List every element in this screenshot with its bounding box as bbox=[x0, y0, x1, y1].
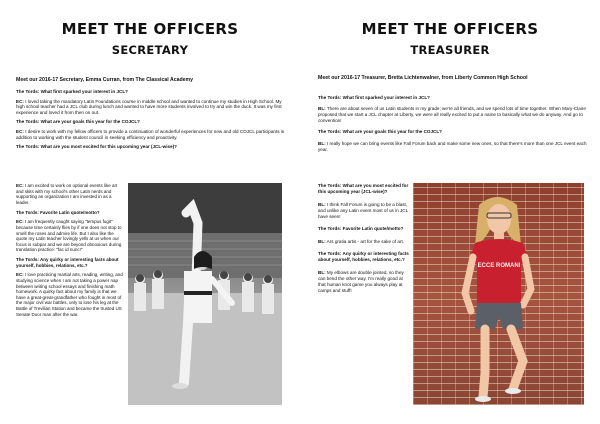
officer-intro: Meet our 2016-17 Secretary, Emma Curran, from The Classical Academy bbox=[16, 77, 194, 83]
speaker: BL: bbox=[318, 201, 326, 207]
officer-role: SECRETARY bbox=[111, 43, 189, 57]
qa-item bbox=[318, 183, 410, 195]
qa-item bbox=[16, 99, 286, 116]
interview-block bbox=[16, 89, 286, 154]
qa-item bbox=[318, 106, 590, 124]
qa-item bbox=[318, 270, 410, 294]
qa-item bbox=[318, 129, 590, 135]
treasurer-photo bbox=[413, 183, 584, 405]
question: The Tords: What are your goals this year for the COJCL? bbox=[318, 129, 442, 135]
qa-item bbox=[318, 141, 590, 153]
officer-role: TREASURER bbox=[410, 43, 490, 57]
interview-block bbox=[318, 95, 590, 158]
speaker: BL: bbox=[318, 269, 326, 275]
student-portrait-illustration bbox=[413, 183, 584, 405]
qa-item bbox=[318, 202, 410, 220]
qa-item bbox=[16, 257, 126, 268]
question: The Tords: Favorite Latin quote/motto? bbox=[16, 209, 100, 215]
question: The Tords: What first sparked your interest in JCL? bbox=[16, 89, 128, 94]
martial-arts-photo bbox=[128, 183, 282, 405]
answer: I am frequently caught saying "tempus fugit" because time certainly flies by if one does not stop to smell the roses and admire life. But I also like the quote my Latin teacher lovingly yells at us when our focus is subpar and we are beyond obnoxious during translation practice: "fac id nunc!" bbox=[16, 219, 122, 253]
question: The Tords: What first sparked your interest in JCL? bbox=[318, 95, 430, 100]
answer: I think Fall Forum is going to be a blast, and unlike any Latin event most of us in JCL have seen! bbox=[318, 201, 408, 219]
interview-column bbox=[16, 183, 126, 321]
answer: I desire to work with my fellow officers to provide a continuation of wonderful experiences for new and old COJCL participants in addition to working with the student council in seeking efficiency and proactivity. bbox=[16, 129, 285, 140]
qa-item bbox=[16, 219, 126, 253]
speaker: BL: bbox=[318, 238, 326, 244]
qa-item bbox=[318, 95, 590, 101]
speaker: BL: bbox=[318, 106, 326, 112]
karate-kick-illustration bbox=[128, 183, 282, 405]
answer: Ars gratia artis - art for the sake of art. bbox=[325, 238, 405, 244]
qa-item bbox=[16, 210, 126, 216]
officer-intro: Meet our 2016-17 Treasurer, Bretta Lichtenwalner, from Liberty Common High School bbox=[318, 75, 528, 81]
qa-item bbox=[16, 119, 286, 125]
question: The Tords: What are you most excited for this upcoming year (JCL-wise)? bbox=[16, 144, 177, 150]
treasurer-page bbox=[300, 0, 600, 424]
page-heading: MEET THE OFFICERS bbox=[361, 20, 539, 38]
page-heading: MEET THE OFFICERS bbox=[61, 20, 239, 38]
question: The Tords: Any quirky or interesting facts about yourself, hobbies, relations, etc.? bbox=[318, 251, 409, 262]
answer: I really hope we can bring events like Fall Forum back and make some new ones, so that there's more than one JCL event each year. bbox=[318, 140, 587, 152]
answer: There are about seven of us Latin students in my grade; we're all friends, and we spend lots of time together. When Mary-Claire proposed that we start a JCL chapter at Liberty, we were all really excited to put a name to basically what we do anyway. And go to convention! bbox=[318, 106, 586, 124]
speaker: BL: bbox=[318, 140, 326, 146]
answer: I loved taking the mandatory Latin Foundations course in middle school and wanted to continue my studies in High School. My high school teacher had a JCL club during lunch and wanted to have more students involved to try and win the duck. It was my first experience and loved it from then on out. bbox=[16, 98, 282, 115]
qa-item bbox=[318, 226, 410, 232]
qa-item bbox=[16, 89, 286, 95]
qa-item bbox=[16, 272, 126, 317]
answer: I love practicing martial arts, reading, writing, and studying science when I am not taking a power nap between writing school essays and finishing math homework. A quirky fact about my family is that we have a great-great-grandfather who fought in most of the major civil war battles, only to lose his leg at the Battle of Trevilian Station and became the trusted US Senate Door man after the war. bbox=[16, 272, 123, 317]
speaker: EC: bbox=[16, 183, 24, 188]
shirt-text: ECCE ROMANI bbox=[477, 263, 521, 269]
speaker: EC: bbox=[16, 98, 24, 104]
speaker: EC: bbox=[16, 129, 24, 135]
qa-item bbox=[318, 239, 410, 245]
question: The Tords: Favorite Latin quote/motto? bbox=[318, 226, 404, 231]
interview-column bbox=[318, 183, 410, 300]
answer: I am excited to work on optional events like art and skits with my school's other Latin nerds and supporting an organization I am invested in as a leader. bbox=[16, 183, 118, 205]
qa-item bbox=[16, 144, 286, 150]
qa-item bbox=[16, 183, 126, 205]
speaker: EC: bbox=[16, 272, 24, 278]
question: The Tords: What are your goals this year for the COJCL? bbox=[16, 119, 140, 125]
speaker: EC: bbox=[16, 219, 24, 225]
answer: My elbows are double jointed, so they can bend the other way. I'm really good at that human knot game you always play at camps and stuff! bbox=[318, 269, 404, 293]
question: The Tords: What are you most excited for this upcoming year (JCL-wise)? bbox=[318, 183, 409, 194]
qa-item bbox=[318, 251, 410, 263]
question: The Tords: Any quirky or interesting facts about yourself, hobbies, relations, etc.? bbox=[16, 257, 119, 268]
qa-item bbox=[16, 129, 286, 140]
